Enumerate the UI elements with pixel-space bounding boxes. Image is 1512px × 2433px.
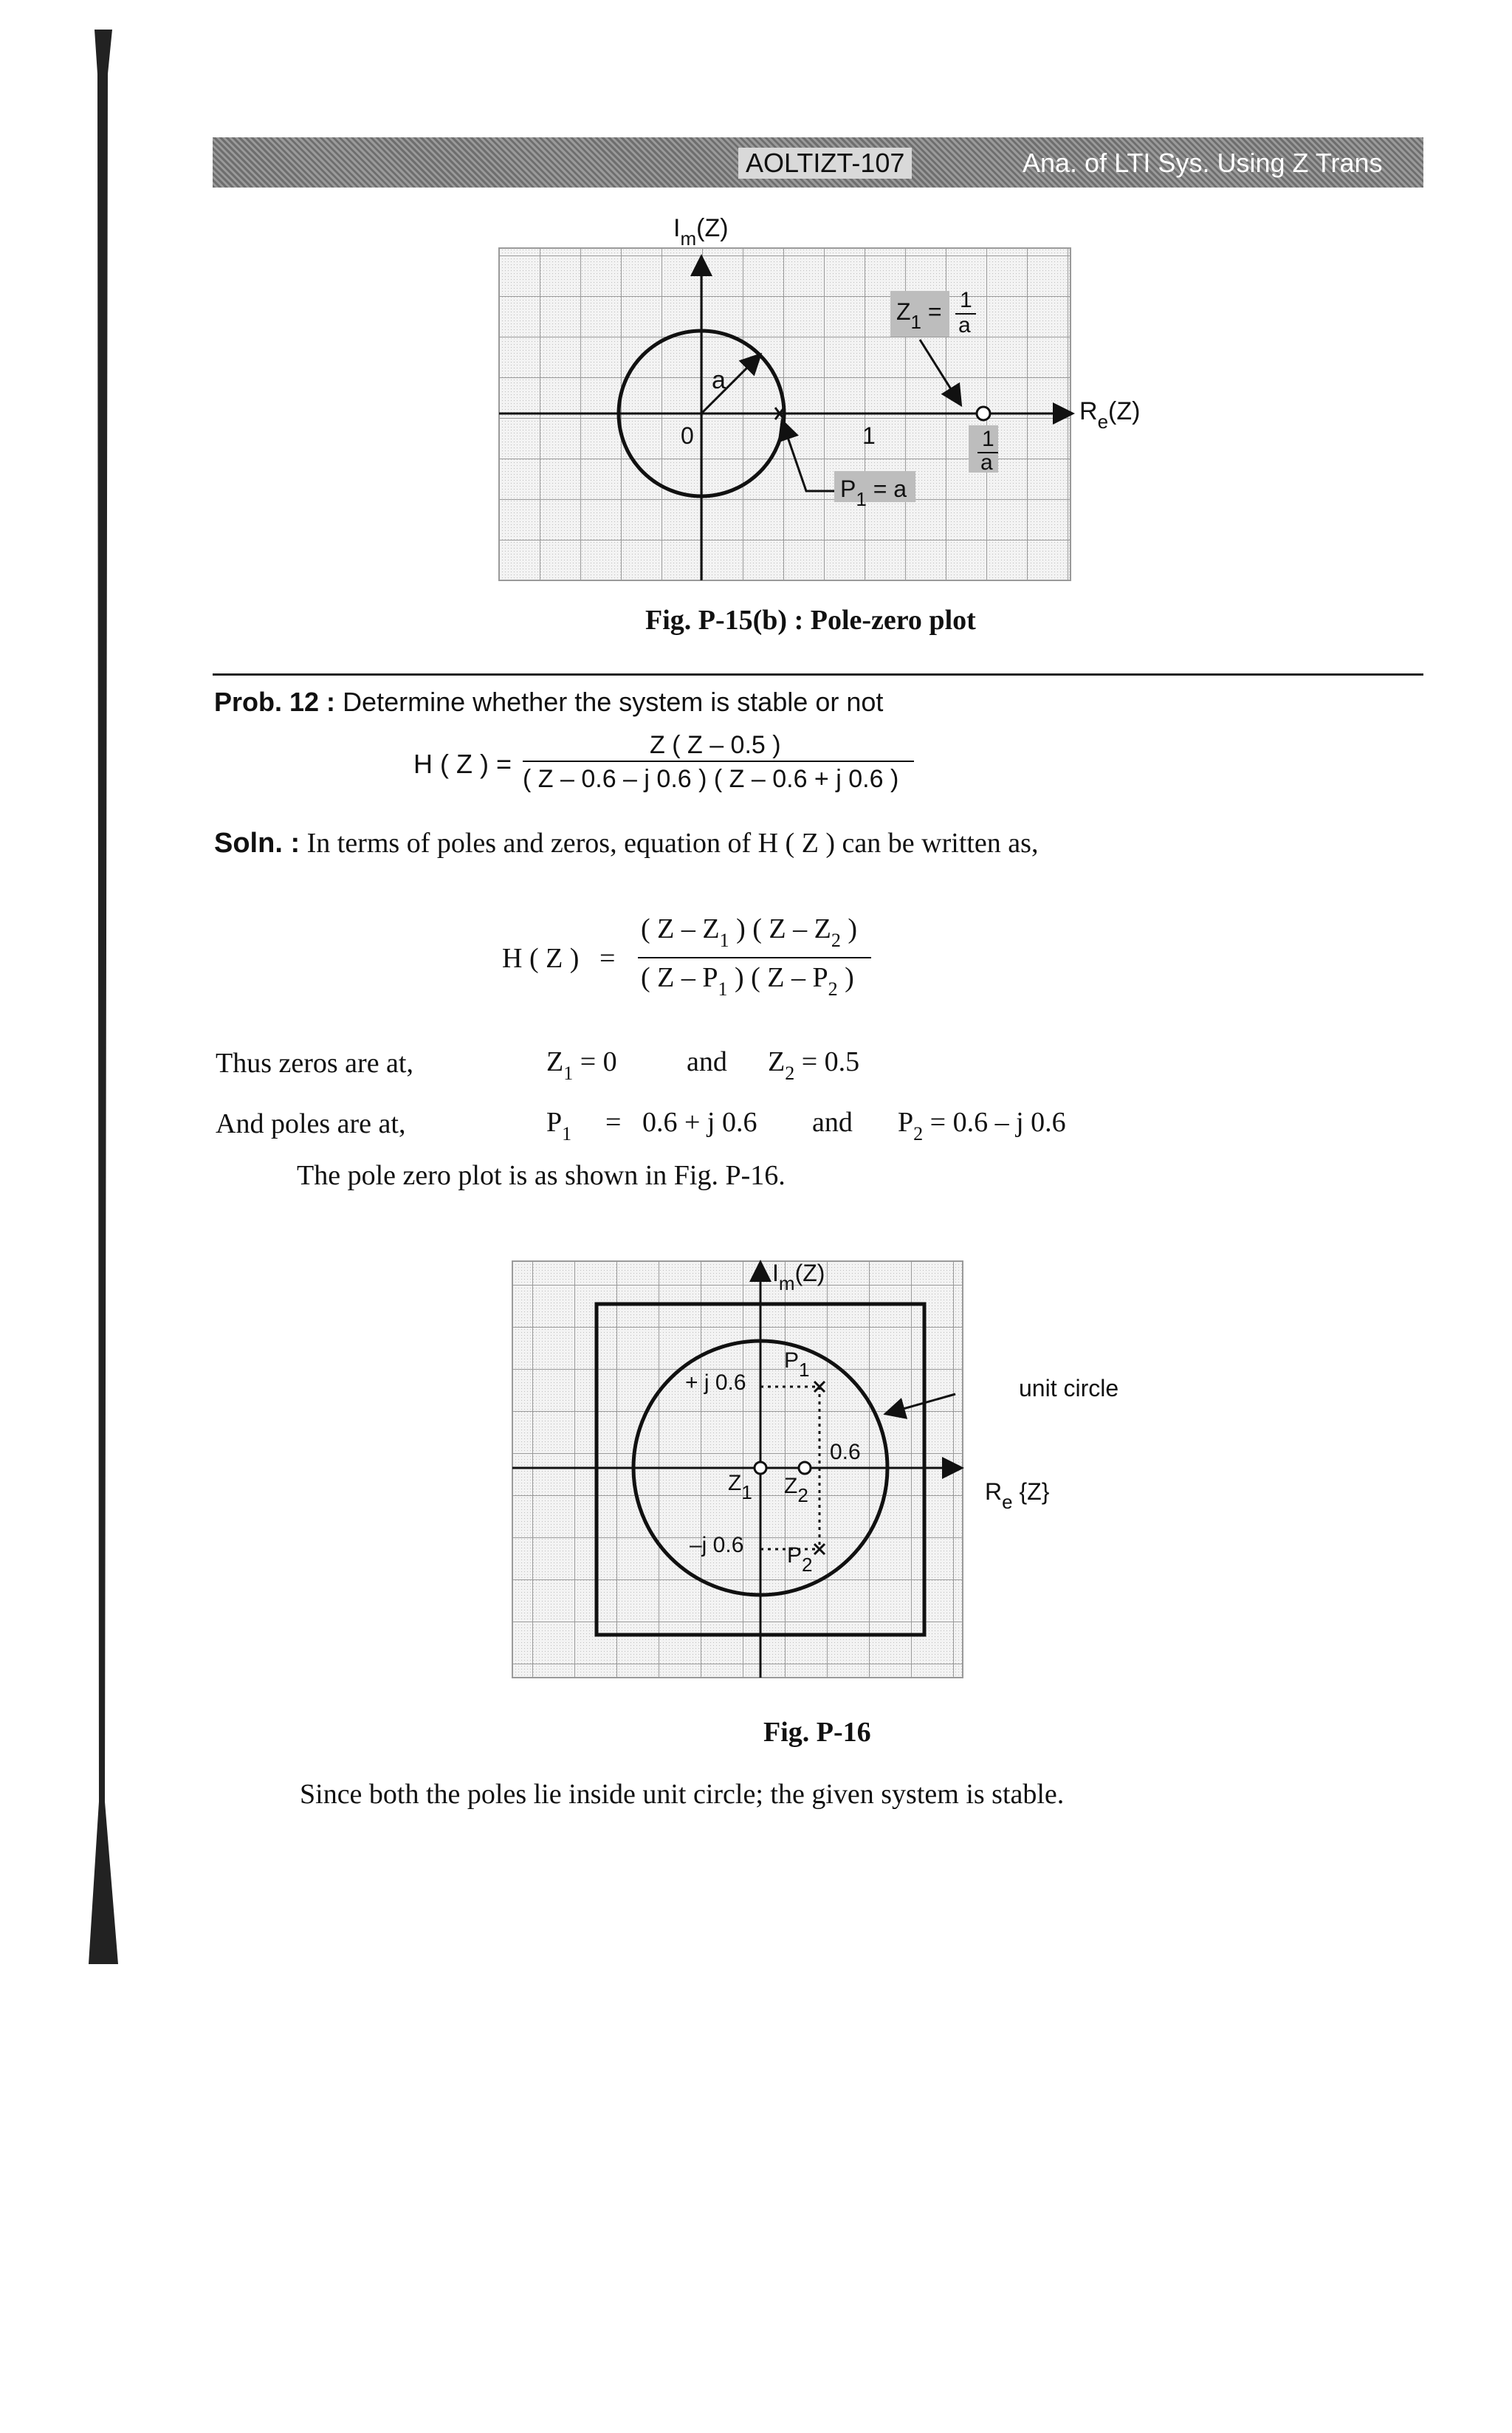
- pole-1-value: 0.6 + j 0.6: [642, 1107, 757, 1138]
- zero-1-marker: [755, 1462, 766, 1474]
- eq-numerator: ( Z – $Z_1$ ) ( Z – $Z_2$ ): [641, 913, 857, 951]
- pole-1-eq: =: [605, 1107, 622, 1138]
- plot-reference: The pole zero plot is as shown in Fig. P-16.: [297, 1160, 786, 1191]
- fig1-im-axis-label: $I_m(Z)$: [673, 214, 729, 250]
- fig1-point-num: 1: [982, 427, 994, 451]
- fig1-zero-num: 1: [960, 288, 972, 312]
- fig2-im-axis-label: $I_m(Z)$: [772, 1260, 825, 1294]
- header-title: Ana. of LTI Sys. Using Z Trans: [1023, 148, 1383, 178]
- problem-frac-line: [523, 761, 914, 762]
- fig1-zero-den: a: [958, 313, 971, 337]
- binding-edge: [89, 30, 118, 1964]
- problem-statement: Determine whether the system is stable or not: [343, 687, 884, 717]
- fig2-unit-circle-label: unit circle: [1019, 1375, 1119, 1401]
- fig1-origin-label: 0: [681, 422, 694, 449]
- eq-lhs: H ( Z ): [502, 943, 580, 974]
- solution-intro: In terms of poles and zeros, equation of H ( Z ) can be written as,: [306, 828, 1039, 859]
- problem-line: [214, 687, 883, 718]
- fig2-z1-label: Z1: [728, 1471, 752, 1503]
- solution-label: Soln. :: [214, 828, 300, 859]
- fig2-pos-j-label: + j 0.6: [685, 1370, 746, 1395]
- zeros-intro: Thus zeros are at,: [216, 1048, 413, 1079]
- grid-lines: [512, 1261, 963, 1678]
- figure-p16: [509, 1255, 982, 1684]
- pole-1-symbol: $P_1$: [546, 1107, 572, 1145]
- zero-1-value: $Z_1 = 0$: [546, 1046, 617, 1084]
- fig2-caption: Fig. P-16: [763, 1717, 871, 1748]
- fig2-neg-j-label: –j 0.6: [690, 1533, 744, 1557]
- section-divider: [213, 673, 1423, 676]
- eq-frac-line: [638, 957, 871, 958]
- fig1-point-den: a: [980, 450, 993, 475]
- fig1-re-axis-label: $R_e(Z)$: [1079, 397, 1141, 433]
- fig1-pole-label: $P_1 = a$: [840, 476, 907, 510]
- problem-label: Prob. 12 :: [214, 687, 336, 717]
- zero-2-marker: [799, 1462, 811, 1474]
- fig1-zero-label: $Z_1$ =: [896, 298, 942, 333]
- zero-marker: [977, 407, 990, 420]
- solution-line: [214, 827, 1038, 859]
- fig2-p1-label: P1: [784, 1348, 810, 1381]
- fig1-radius-label: a: [712, 366, 726, 394]
- fig2-re-axis-label: $R_e$ {Z}: [985, 1478, 1050, 1513]
- problem-h-num: Z ( Z – 0.5 ): [650, 731, 781, 759]
- problem-h-den: ( Z – 0.6 – j 0.6 ) ( Z – 0.6 + j 0.6 ): [523, 765, 899, 793]
- problem-h-lhs: H ( Z ) =: [413, 749, 512, 779]
- fig1-tick-one: 1: [862, 422, 876, 449]
- conclusion: Since both the poles lie inside unit circle; the given system is stable.: [300, 1779, 1065, 1810]
- figure-p15b: [487, 214, 1152, 598]
- poles-and: and: [812, 1107, 853, 1138]
- zero-2-value: $Z_2 = 0.5$: [768, 1046, 860, 1084]
- fig2-p2-label: P2: [787, 1543, 813, 1576]
- header-code: AOLTIZT-107: [738, 148, 912, 179]
- poles-intro: And poles are at,: [216, 1108, 406, 1139]
- fig2-x-val-label: 0.6: [830, 1440, 861, 1464]
- zeros-and: and: [687, 1046, 727, 1077]
- fig2-z2-label: Z2: [784, 1474, 808, 1506]
- pole-2-value: $P_2 = 0.6 - j$ 0.6: [898, 1107, 1066, 1145]
- eq-sign: =: [599, 943, 616, 974]
- eq-denominator: ( Z – $P_1$ ) ( Z – $P_2$ ): [641, 962, 854, 1000]
- fig1-caption: Fig. P-15(b) : Pole-zero plot: [645, 605, 976, 636]
